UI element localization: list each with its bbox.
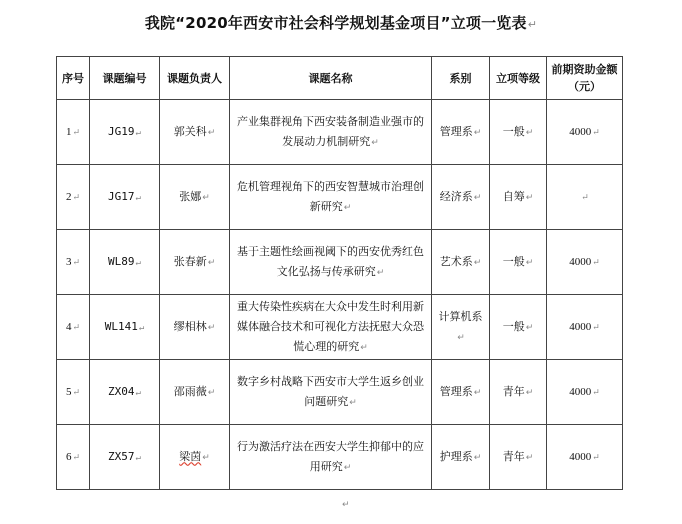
cell-leader-text: 张娜 — [179, 189, 202, 203]
cell-level — [490, 425, 547, 490]
cell-name — [230, 230, 432, 295]
cell-level — [490, 295, 547, 360]
cell-code — [90, 230, 160, 295]
cell-level-text: 一般 — [502, 124, 525, 138]
page-title — [0, 12, 682, 33]
cell-dept-text: 管理系 — [439, 384, 473, 398]
paragraph-mark-icon: ↵ — [473, 192, 482, 203]
cell-funding — [547, 425, 623, 490]
cell-name-text: 重大传染性疾病在大众中发生时利用新媒体融合技术和可视化方法抚慰大众恐慌心理的研究 — [237, 299, 424, 353]
cell-dept-text: 艺术系 — [439, 254, 473, 268]
cell-name-text: 基于主题性绘画视阈下的西安优秀红色文化弘扬与传承研究 — [237, 244, 424, 278]
cell-no-text: 5 — [65, 386, 72, 398]
paragraph-mark-icon: ↵ — [207, 322, 216, 333]
paragraph-mark-icon: ↵ — [72, 387, 81, 397]
paragraph-mark-icon: ↵ — [202, 452, 210, 463]
paragraph-mark-icon: ↵ — [207, 387, 216, 398]
cell-funding-text: 4000 — [569, 256, 592, 268]
cell-name — [230, 425, 432, 490]
cell-funding — [547, 230, 623, 295]
header-level: 立项等级 — [490, 57, 547, 100]
paragraph-mark-icon: ↵ — [135, 127, 141, 138]
cell-code-text: JG19 — [108, 124, 135, 138]
cell-dept-text: 经济系 — [439, 189, 473, 203]
cell-no — [57, 295, 90, 360]
cell-level — [490, 360, 547, 425]
cell-funding — [547, 360, 623, 425]
paragraph-mark-icon: ↵ — [135, 192, 141, 203]
cell-level-text: 青年 — [502, 384, 525, 398]
cell-code — [90, 360, 160, 425]
cell-name — [230, 295, 432, 360]
paragraph-mark-icon: ↵ — [592, 452, 600, 462]
paragraph-mark-icon: ↵ — [473, 452, 482, 463]
paragraph-mark-icon: ↵ — [457, 332, 465, 343]
table-row — [57, 165, 623, 230]
cell-dept — [432, 425, 490, 490]
cell-no-text: 6 — [65, 451, 72, 463]
cell-name — [230, 165, 432, 230]
project-table — [56, 56, 623, 490]
paragraph-mark-icon: ↵ — [343, 462, 352, 473]
cell-no-text: 3 — [65, 256, 72, 268]
paragraph-mark-icon: ↵ — [525, 387, 534, 398]
table-row — [57, 360, 623, 425]
cell-level-text: 一般 — [502, 254, 525, 268]
cell-leader — [160, 100, 230, 165]
cell-dept — [432, 165, 490, 230]
cell-name — [230, 360, 432, 425]
table-header-row — [57, 57, 623, 100]
table-row — [57, 100, 623, 165]
paragraph-mark-icon: ↵ — [592, 257, 600, 267]
cell-dept — [432, 100, 490, 165]
cell-code — [90, 425, 160, 490]
cell-leader — [160, 425, 230, 490]
paragraph-mark-icon: ↵ — [207, 257, 216, 268]
cell-funding-text: 4000 — [569, 451, 592, 463]
table-row — [57, 295, 623, 360]
cell-name-text: 行为激活疗法在西安大学生抑郁中的应用研究 — [237, 439, 424, 473]
paragraph-mark-icon: ↵ — [525, 257, 534, 268]
cell-level-text: 青年 — [502, 449, 525, 463]
cell-code — [90, 100, 160, 165]
cell-leader — [160, 360, 230, 425]
cell-dept — [432, 360, 490, 425]
header-name: 课题名称 — [230, 57, 432, 100]
cell-funding — [547, 100, 623, 165]
cell-level-text: 一般 — [502, 319, 525, 333]
cell-name — [230, 100, 432, 165]
cell-funding — [547, 295, 623, 360]
cell-name-text: 数字乡村战略下西安市大学生返乡创业问题研究 — [237, 374, 424, 408]
table-row — [57, 425, 623, 490]
cell-dept — [432, 230, 490, 295]
cell-dept — [432, 295, 490, 360]
header-funding: 前期资助金额（元） — [547, 57, 623, 100]
cell-level — [490, 165, 547, 230]
paragraph-mark-icon: ↵ — [349, 397, 357, 408]
cell-code-text: WL141 — [104, 319, 138, 333]
paragraph-mark-icon: ↵ — [527, 18, 538, 31]
cell-no — [57, 230, 90, 295]
cell-funding — [547, 165, 623, 230]
cell-code-text: ZX04 — [108, 384, 135, 398]
cell-dept-text: 护理系 — [439, 449, 473, 463]
paragraph-mark-icon: ↵ — [207, 127, 216, 138]
paragraph-mark-icon: ↵ — [473, 387, 482, 398]
paragraph-mark-icon: ↵ — [371, 137, 379, 148]
paragraph-mark-icon: ↵ — [581, 192, 589, 202]
paragraph-mark-icon: ↵ — [343, 202, 352, 213]
cell-code-text: ZX57 — [108, 449, 135, 463]
paragraph-mark-icon: ↵ — [592, 387, 600, 397]
paragraph-mark-icon: ↵ — [72, 322, 81, 332]
paragraph-mark-icon: ↵ — [72, 452, 81, 462]
paragraph-mark-icon: ↵ — [360, 342, 368, 353]
cell-code-text: WL89 — [108, 254, 135, 268]
cell-code-text: JG17 — [108, 189, 135, 203]
cell-funding-text: 4000 — [569, 386, 592, 398]
cell-dept-text: 管理系 — [439, 124, 473, 138]
cell-name-text: 产业集群视角下西安装备制造业强市的发展动力机制研究 — [237, 114, 424, 148]
paragraph-mark-icon: ↵ — [525, 192, 534, 203]
paragraph-mark-icon: ↵ — [592, 322, 600, 332]
cell-leader-text: 邵雨薇 — [173, 384, 207, 398]
cell-leader-text: 张春新 — [173, 254, 207, 268]
paragraph-mark-icon: ↵ — [525, 452, 534, 463]
header-code: 课题编号 — [90, 57, 160, 100]
header-no: 序号 — [57, 57, 90, 100]
paragraph-mark-icon: ↵ — [135, 387, 141, 398]
cell-leader-text: 梁茵 — [179, 449, 202, 463]
paragraph-mark-icon: ↵ — [138, 322, 145, 333]
cell-no-text: 2 — [65, 191, 72, 203]
title-text: 我院“2020年西安市社会科学规划基金项目”立项一览表 — [144, 14, 527, 32]
cell-dept-text: 计算机系 — [438, 309, 483, 323]
cell-no-text: 4 — [65, 321, 72, 333]
paragraph-mark-icon: ↵ — [592, 127, 600, 137]
cell-no — [57, 425, 90, 490]
paragraph-mark-icon: ↵ — [473, 257, 482, 268]
cell-code — [90, 165, 160, 230]
cell-level — [490, 100, 547, 165]
paragraph-mark-icon: ↵ — [525, 127, 534, 138]
cell-no-text: 1 — [65, 126, 72, 138]
header-dept: 系别 — [432, 57, 490, 100]
paragraph-mark-icon: ↵ — [135, 452, 141, 463]
paragraph-mark-icon: ↵ — [72, 192, 81, 202]
paragraph-mark-icon: ↵ — [72, 127, 81, 137]
cell-no — [57, 360, 90, 425]
cell-no — [57, 100, 90, 165]
paragraph-mark-icon: ↵ — [72, 257, 81, 267]
paragraph-mark-icon: ↵ — [342, 500, 350, 510]
cell-code — [90, 295, 160, 360]
table-row — [57, 230, 623, 295]
cell-leader-text: 缪相林 — [173, 319, 207, 333]
cell-funding-text: 4000 — [569, 126, 592, 138]
header-leader: 课题负责人 — [160, 57, 230, 100]
paragraph-mark-icon: ↵ — [525, 322, 534, 333]
paragraph-mark-icon: ↵ — [202, 192, 210, 203]
paragraph-mark-icon: ↵ — [376, 267, 385, 278]
cell-leader-text: 郭关科 — [173, 124, 207, 138]
cell-name-text: 危机管理视角下的西安智慧城市治理创新研究 — [237, 179, 424, 213]
cell-leader — [160, 230, 230, 295]
cell-funding-text: 4000 — [569, 321, 592, 333]
cell-leader — [160, 295, 230, 360]
cell-no — [57, 165, 90, 230]
paragraph-mark-icon: ↵ — [135, 257, 141, 268]
paragraph-mark-icon: ↵ — [473, 127, 482, 138]
cell-level-text: 自筹 — [502, 189, 525, 203]
cell-level — [490, 230, 547, 295]
cell-leader — [160, 165, 230, 230]
